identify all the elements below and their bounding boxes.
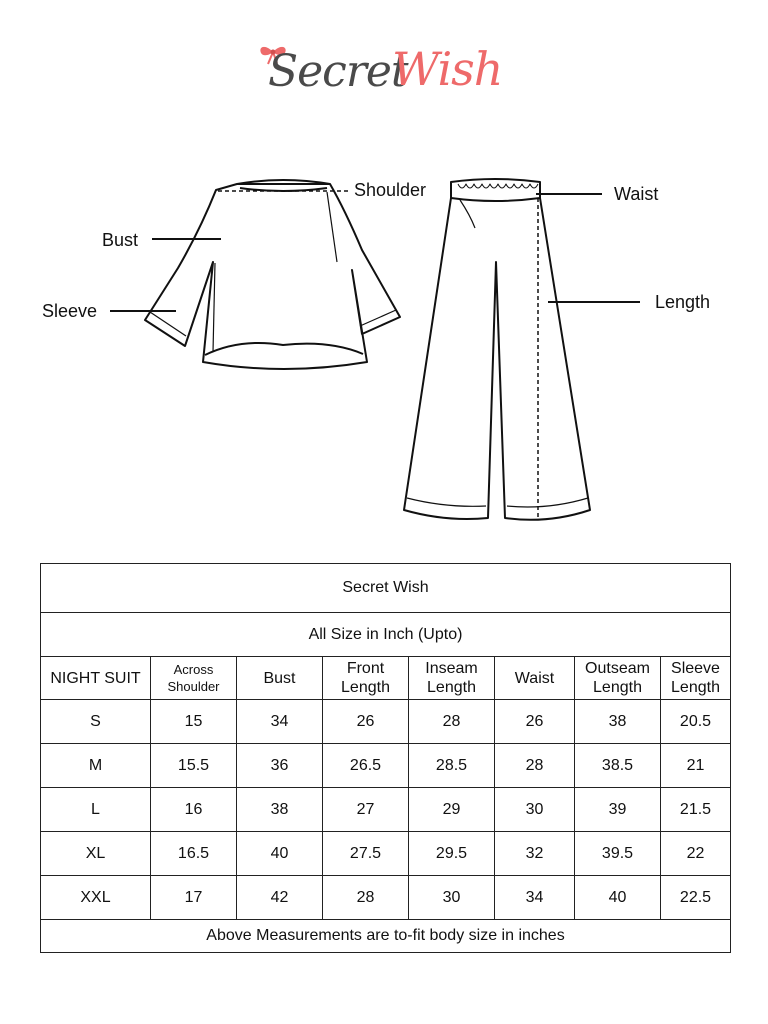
size-cell: S [41,700,151,744]
table-cell: 27 [323,788,409,832]
table-cell: 16.5 [151,832,237,876]
header-night-suit: NIGHT SUIT [41,657,151,700]
header-front-length: Front Length [323,657,409,700]
table-row [41,744,731,788]
table-cell: 16 [151,788,237,832]
table-cell: 28 [495,744,575,788]
size-cell: L [41,788,151,832]
table-cell: 38.5 [575,744,661,788]
table-cell: 28 [409,700,495,744]
table-row [41,700,731,744]
header-outseam-length: Outseam Length [575,657,661,700]
header-bust: Bust [237,657,323,700]
table-cell: 29.5 [409,832,495,876]
top-sketch [145,180,400,369]
table-cell: 28 [323,876,409,920]
table-cell: 27.5 [323,832,409,876]
header-sleeve-length: Sleeve Length [661,657,731,700]
table-cell: 30 [495,788,575,832]
table-footer-note: Above Measurements are to-fit body size in inches [41,920,731,953]
logo-text-wish: Wish [392,42,503,96]
table-row [41,832,731,876]
table-title: Secret Wish [41,564,731,613]
table-cell: 28.5 [409,744,495,788]
header-across-shoulder: Across Shoulder [151,657,237,700]
table-cell: 20.5 [661,700,731,744]
length-label: Length [655,292,711,312]
table-cell: 26.5 [323,744,409,788]
table-cell: 29 [409,788,495,832]
table-cell: 40 [237,832,323,876]
size-cell: XL [41,832,151,876]
table-cell: 39 [575,788,661,832]
bust-label: Bust [102,230,139,250]
size-cell: M [41,744,151,788]
pants-sketch [404,179,590,520]
table-cell: 40 [575,876,661,920]
sleeve-label: Sleeve [42,301,98,321]
table-cell: 42 [237,876,323,920]
shoulder-label: Shoulder [354,180,427,200]
table-cell: 17 [151,876,237,920]
header-waist: Waist [495,657,575,700]
table-cell: 32 [495,832,575,876]
table-cell: 34 [237,700,323,744]
table-cell: 34 [495,876,575,920]
table-cell: 36 [237,744,323,788]
table-cell: 38 [575,700,661,744]
table-cell: 39.5 [575,832,661,876]
table-cell: 30 [409,876,495,920]
table-subtitle: All Size in Inch (Upto) [41,613,731,657]
table-cell: 22 [661,832,731,876]
table-cell: 22.5 [661,876,731,920]
table-header-row [41,657,731,700]
table-cell: 26 [323,700,409,744]
table-cell: 26 [495,700,575,744]
table-cell: 21.5 [661,788,731,832]
table-cell: 15.5 [151,744,237,788]
header-inseam-length: Inseam Length [409,657,495,700]
table-cell: 38 [237,788,323,832]
table-cell: 15 [151,700,237,744]
size-cell: XXL [41,876,151,920]
waist-label: Waist [614,184,659,204]
size-chart-table [40,563,731,953]
table-cell: 21 [661,744,731,788]
logo-text-secret: Secret [268,46,408,97]
table-row [41,876,731,920]
table-row [41,788,731,832]
